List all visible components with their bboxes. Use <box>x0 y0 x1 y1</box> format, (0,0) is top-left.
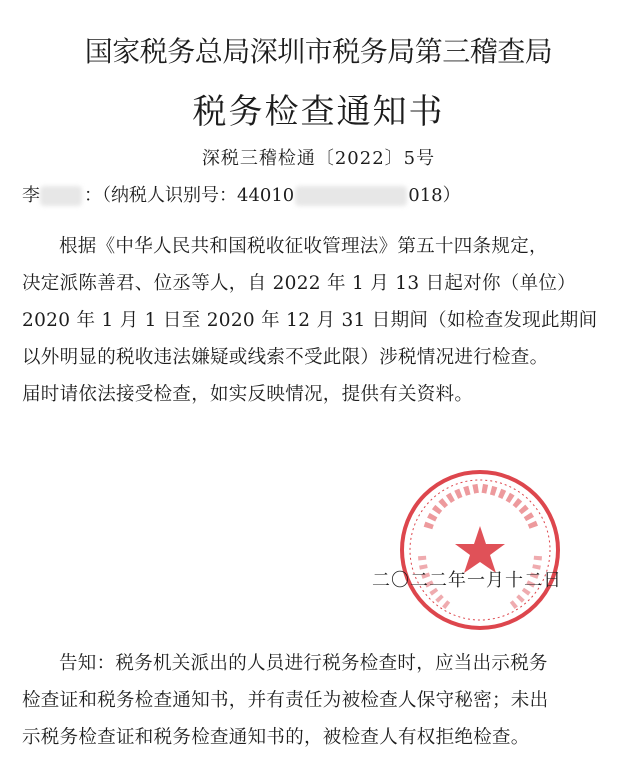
notice-line: 示税务检查证和税务检查通知书的，被检查人有权拒绝检查。 <box>22 727 530 748</box>
redacted-name <box>40 186 82 206</box>
notice-statement <box>22 645 612 756</box>
issue-date: 二〇二二年一月十二日 <box>372 570 562 591</box>
issuer-name: 国家税务总局深圳市税务局第三稽查局 <box>84 35 553 68</box>
document-title: 税务检查通知书 <box>192 92 445 132</box>
taxpayer-id-prefix: 44010 <box>237 185 295 206</box>
notice-body <box>22 228 612 413</box>
body-line: 决定派陈善君、位丞等人，自 2022 年 1 月 13 日起对你（单位） <box>22 273 576 294</box>
body-line: 2020 年 1 月 1 日至 2020 年 12 月 31 日期间（如检查发现此期间 <box>22 310 598 331</box>
body-line: 以外明显的税收违法嫌疑或线索不受此限）涉税情况进行检查。 <box>22 347 549 368</box>
taxpayer-id-suffix: 018） <box>408 185 461 206</box>
taxpayer-id-label: ：（纳税人识别号： <box>84 185 237 206</box>
body-line: 届时请依法接受检查，如实反映情况，提供有关资料。 <box>22 384 474 405</box>
body-line: 根据《中华人民共和国税收征收管理法》第五十四条规定， <box>59 236 548 257</box>
document-number: 深税三稽检通〔2022〕5号 <box>201 148 436 169</box>
addressee-line <box>22 181 461 207</box>
official-seal-icon <box>398 468 562 632</box>
redacted-taxpayer-id <box>295 186 407 206</box>
notice-line: 告知：税务机关派出的人员进行税务检查时，应当出示税务 <box>59 653 548 674</box>
notice-line: 检查证和税务检查通知书，并有责任为被检查人保守秘密；未出 <box>22 690 549 711</box>
addressee-name-prefix: 李 <box>22 185 40 206</box>
